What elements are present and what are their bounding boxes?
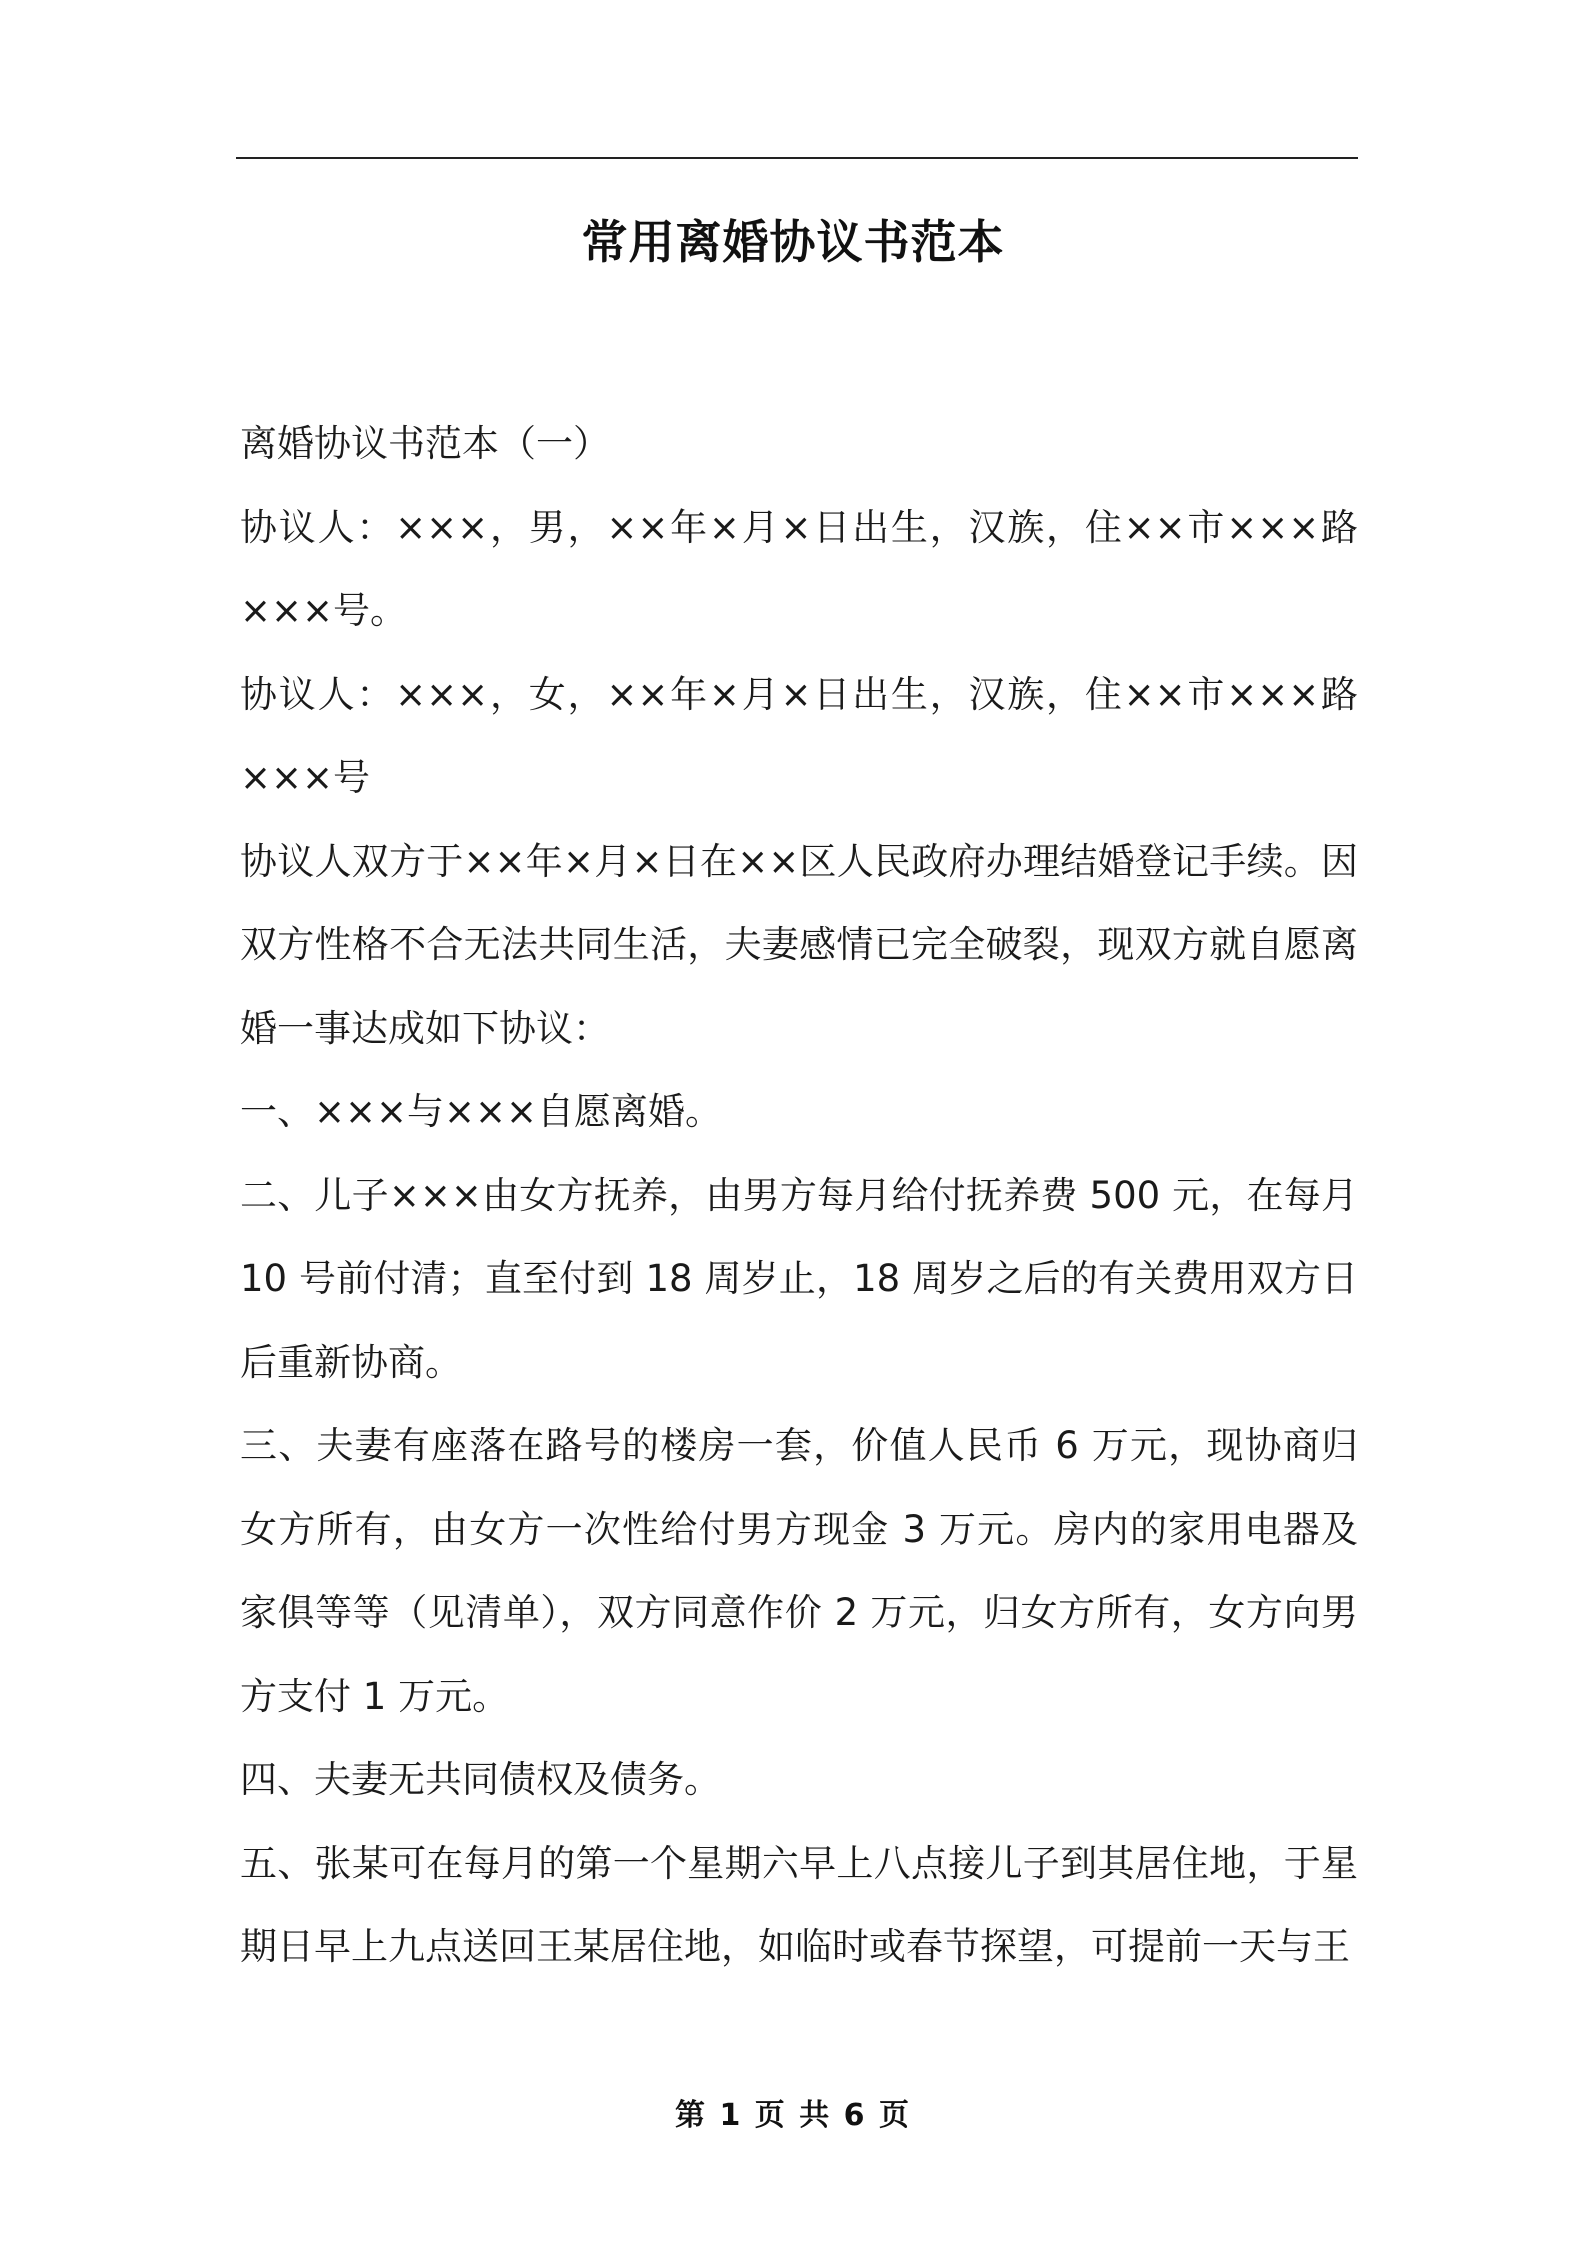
clause-2: 二、儿子×××由女方抚养，由男方每月给付抚养费 500 元，在每月 10 号前付清；直至付到 18 周岁止，18 周岁之后的有关费用双方日后重新协商。 (240, 1173, 1358, 1384)
clause-5: 五、张某可在每月的第一个星期六早上八点接儿子到其居住地，于星期日早上九点送回王某居住地，如临时或春节探望，可提前一天与王 (240, 1841, 1358, 1968)
page-number-footer: 第 1 页 共 6 页 (675, 2098, 911, 2133)
party-male: 协议人：×××，男，××年×月×日出生，汉族，住××市×××路×××号。 (240, 505, 1358, 632)
clause-4: 四、夫妻无共同债权及债务。 (240, 1758, 721, 1801)
clause-1: 一、×××与×××自愿离婚。 (240, 1090, 723, 1133)
document-body (240, 402, 1358, 1989)
document-title: 常用离婚协议书范本 (581, 215, 1005, 269)
header-divider (236, 157, 1358, 159)
clause-3: 三、夫妻有座落在路号的楼房一套，价值人民币 6 万元，现协商归女方所有，由女方一次性给付男方现金 3 万元。房内的家用电器及家俱等等（见清单），双方同意作价 2 万元，归女方所有，女方向男方支付 1 万元。 (240, 1424, 1358, 1718)
section-heading: 离婚协议书范本（一） (240, 422, 610, 465)
preamble-paragraph: 协议人双方于××年×月×日在××区人民政府办理结婚登记手续。因双方性格不合无法共同生活，夫妻感情已完全破裂，现双方就自愿离婚一事达成如下协议： (240, 839, 1358, 1050)
party-female: 协议人：×××，女，××年×月×日出生，汉族，住××市×××路×××号 (240, 672, 1358, 799)
